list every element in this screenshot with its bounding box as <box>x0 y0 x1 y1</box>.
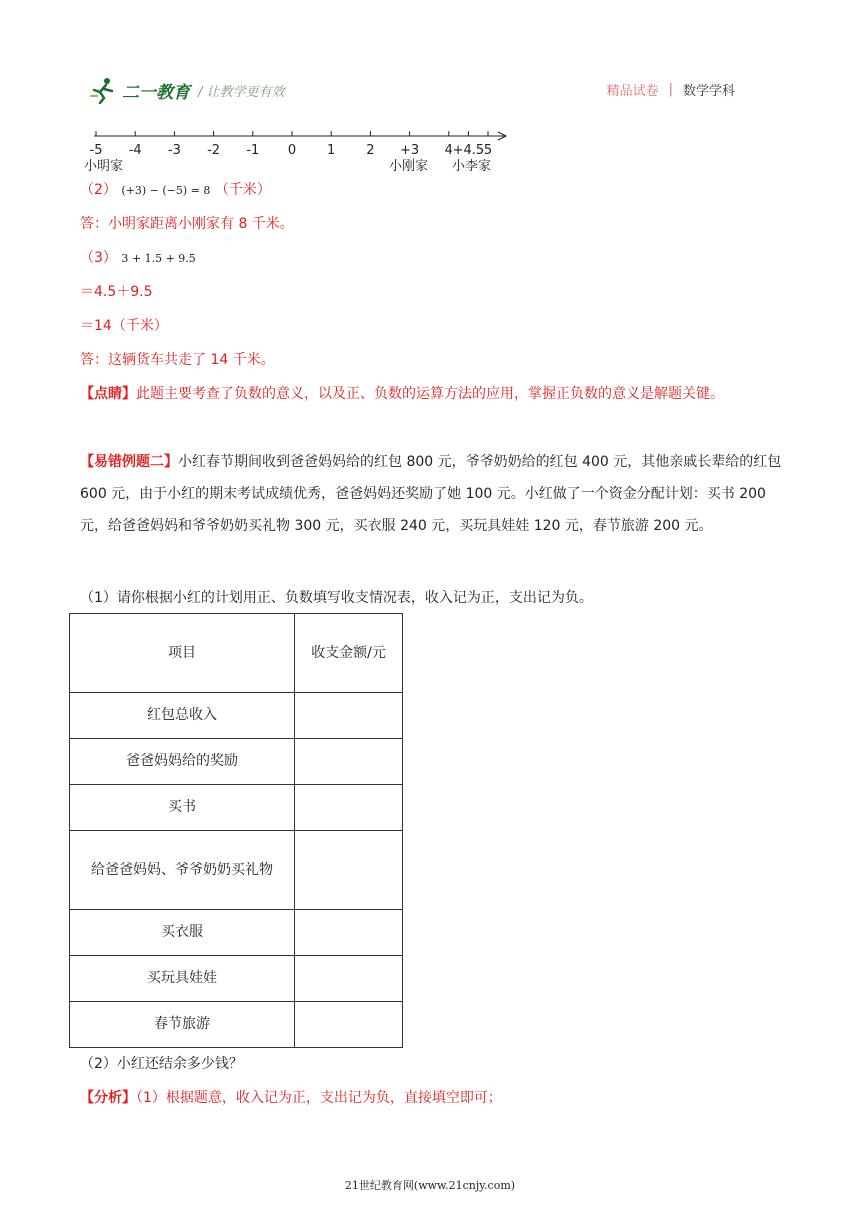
row-label: 买玩具娃娃 <box>70 956 295 1002</box>
part3-step1: ＝4.5＋9.5 <box>80 284 153 300</box>
row-label: 爸爸妈妈给的奖励 <box>70 739 295 785</box>
label-xiaoming: 小明家 <box>84 159 124 174</box>
part2-line <box>80 180 271 201</box>
logo-text: 二一教育 <box>122 82 190 102</box>
row-amount-cell[interactable] <box>295 1002 403 1048</box>
part3-answer: 答：这辆货车共走了 14 千米。 <box>80 352 275 368</box>
part2-expression: (+3) − (−5) = 8 <box>121 184 211 197</box>
tick-label: 4 <box>444 143 453 158</box>
comment-tag: 【点睛】 <box>80 386 136 402</box>
label-xiaoli: 小李家 <box>452 159 492 174</box>
tick-label: -2 <box>207 143 221 158</box>
header-right <box>607 80 735 99</box>
part2-answer: 答：小明家距离小刚家有 8 千米。 <box>80 216 294 232</box>
label-xiaogang: 小刚家 <box>389 159 429 174</box>
analysis-tag: 【分析】 <box>80 1090 136 1106</box>
row-label <box>70 831 295 910</box>
table-row <box>70 956 403 1002</box>
header-item: 项目 <box>70 614 295 693</box>
row-label-text: 给爸爸妈妈、爷爷奶奶买礼物 <box>91 861 273 878</box>
problem-paragraph <box>80 446 790 542</box>
header-amount <box>295 614 403 693</box>
part3-line <box>80 248 196 269</box>
header-amount-text: 收支金额/元 <box>311 645 386 661</box>
tick-label: 5 <box>483 143 493 158</box>
runner-icon <box>88 76 118 104</box>
problem-tag: 【易错例题二】 <box>80 454 178 470</box>
row-label: 买衣服 <box>70 910 295 956</box>
row-amount-cell[interactable] <box>295 956 403 1002</box>
number-line <box>80 126 520 176</box>
table-row <box>70 831 403 910</box>
part3-number: （3） <box>80 250 117 266</box>
tick-label: -1 <box>246 143 260 158</box>
analysis-text: （1）根据题意，收入记为正，支出记为负，直接填空即可； <box>136 1090 502 1106</box>
table-header-row <box>70 614 403 693</box>
part3-step2-unit: （千米） <box>111 318 168 334</box>
part3-expression: 3 + 1.5 + 9.5 <box>121 252 196 265</box>
question-2: （2）小红还结余多少钱？ <box>80 1056 243 1072</box>
row-amount-cell[interactable] <box>295 693 403 739</box>
row-label: 春节旅游 <box>70 1002 295 1048</box>
table-row <box>70 785 403 831</box>
row-amount-cell[interactable] <box>295 739 403 785</box>
table-row <box>70 1002 403 1048</box>
part3-step2 <box>80 316 168 336</box>
site-logo <box>88 74 285 106</box>
header-subject: 数学学科 <box>682 84 735 99</box>
header-separator: | <box>668 82 673 97</box>
tick-label: +3 <box>400 143 420 158</box>
tick-label: +4.5 <box>452 143 485 158</box>
row-label: 买书 <box>70 785 295 831</box>
tick-label: -5 <box>89 143 103 158</box>
row-amount-cell[interactable] <box>295 785 403 831</box>
logo-slogan: / 让教学更有效 <box>198 84 285 100</box>
tick-label: -3 <box>167 143 181 158</box>
row-label: 红包总收入 <box>70 693 295 739</box>
tick-label: 1 <box>327 143 336 158</box>
page-footer: 21世纪教育网(www.21cnjy.com) <box>344 1179 516 1192</box>
comment-text: 此题主要考查了负数的意义，以及正、负数的运算方法的应用，掌握正负数的意义是解题关键。 <box>136 386 724 402</box>
question-1: （1）请你根据小红的计划用正、负数填写收支情况表，收入记为正，支出记为负。 <box>80 590 593 606</box>
part2-unit: （千米） <box>214 182 271 198</box>
table-row <box>70 910 403 956</box>
tick-label: -4 <box>128 143 142 158</box>
part3-step2-value: ＝14 <box>80 318 112 334</box>
row-amount-cell[interactable] <box>295 831 403 910</box>
problem-text: 小红春节期间收到爸爸妈妈给的红包 800 元，爷爷奶奶给的红包 400 元，其他亲戚长辈给的红包 600 元，由于小红的期末考试成绩优秀，爸爸妈妈还奖励了她 100 元。小红做了一个资金分配计划：买书 200 元，给爸爸妈妈和爷爷奶奶买礼物 300 元，买衣服 240 元，买玩具娃娃 120 元，春节旅游 200 元。 <box>80 454 782 534</box>
table-row <box>70 693 403 739</box>
tick-label: 0 <box>287 143 297 158</box>
row-amount-cell[interactable] <box>295 910 403 956</box>
part2-number: （2） <box>80 182 117 198</box>
income-expense-table <box>69 613 403 1048</box>
comment-paragraph <box>80 378 790 410</box>
analysis-line <box>80 1088 502 1108</box>
tick-label: 2 <box>366 143 375 158</box>
header-label: 精品试卷 <box>606 84 659 99</box>
table-row <box>70 739 403 785</box>
